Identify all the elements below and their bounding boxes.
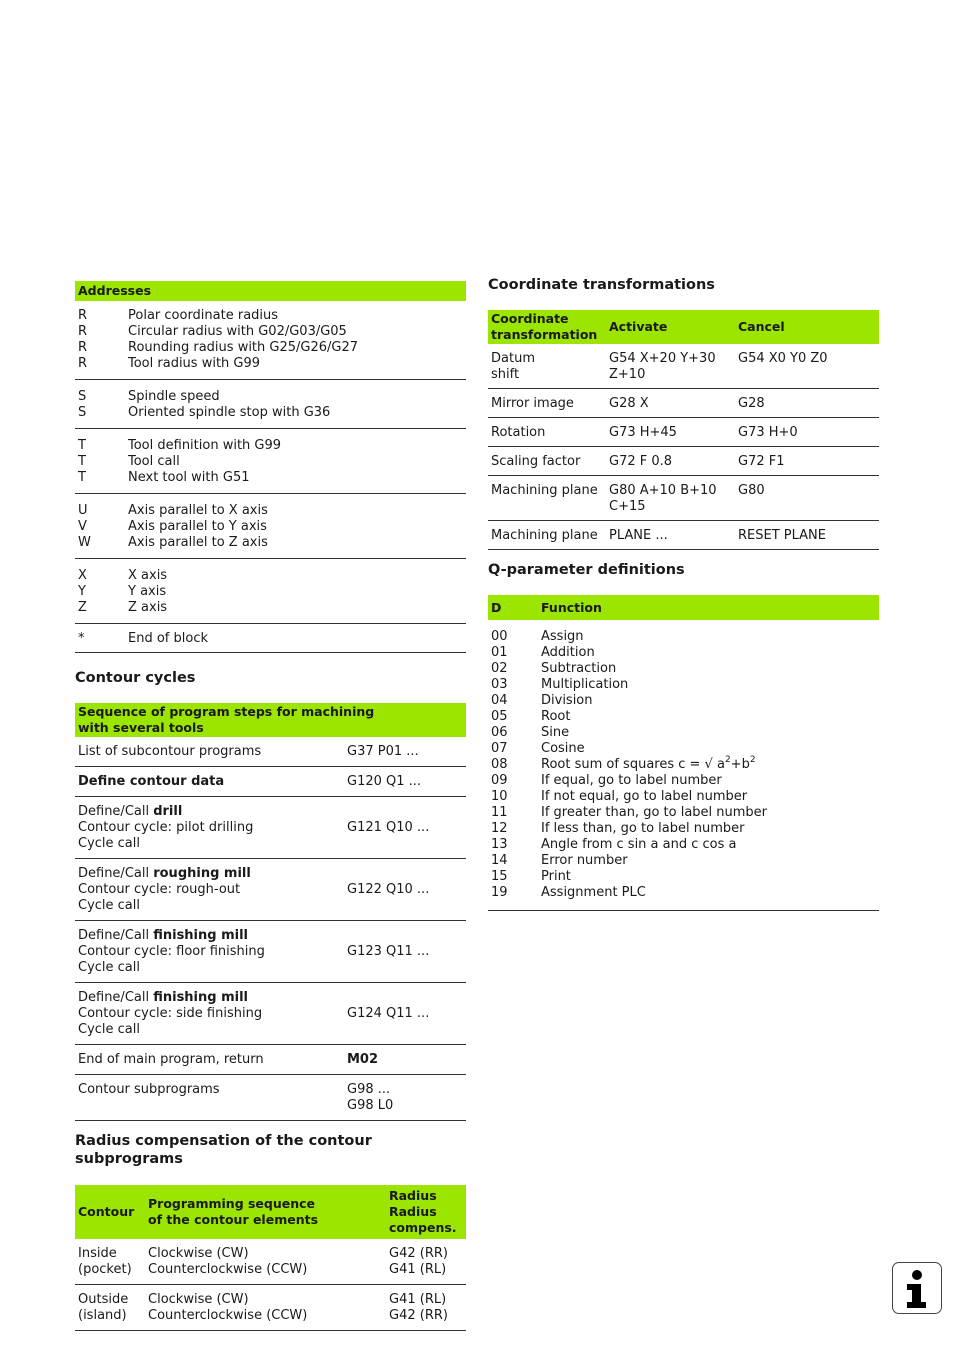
- q-function: If greater than, go to label number: [541, 805, 768, 820]
- q-code: 13: [491, 837, 508, 852]
- address-letter: Z: [78, 600, 87, 615]
- table-row: List of subcontour programs G37 P01 ...: [75, 737, 466, 767]
- address-letter: R: [78, 340, 88, 355]
- q-code: 09: [491, 773, 508, 788]
- addresses-table: [75, 281, 466, 653]
- q-code: 01: [491, 645, 508, 660]
- q-code: 07: [491, 741, 508, 756]
- address-description: Tool definition with G99: [128, 438, 282, 453]
- q-parameter-heading: Q-parameter definitions: [488, 562, 685, 578]
- address-description: Tool call: [128, 454, 180, 469]
- address-letter: *: [78, 631, 85, 646]
- q-function: Root sum of squares c = √ $a^2+b^2$: [541, 754, 756, 772]
- table-row: [75, 301, 466, 380]
- address-letter: W: [78, 535, 91, 550]
- q-code: 10: [491, 789, 508, 804]
- table-row: Rotation G73 H+45 G73 H+0: [488, 418, 879, 447]
- address-description: Rounding radius with G25/G26/G27: [128, 340, 359, 355]
- q-function: If equal, go to label number: [541, 773, 722, 788]
- address-letter: S: [78, 405, 87, 420]
- table-row: [488, 620, 879, 911]
- address-letter: R: [78, 308, 88, 323]
- table-row: Machining plane PLANE ... RESET PLANE: [488, 521, 879, 550]
- table-row: Define/Call finishing mill Contour cycle: floor finishing Cycle call G123 Q11 ...: [75, 921, 466, 983]
- coordinate-transformations-heading: Coordinate transformations: [488, 277, 715, 293]
- address-letter: V: [78, 519, 87, 534]
- q-function: Error number: [541, 853, 628, 868]
- address-letter: T: [78, 470, 86, 485]
- radius-comp-heading: Radius compensation of the contour subprograms: [75, 1133, 372, 1167]
- info-icon: [892, 1262, 942, 1314]
- q-code: 04: [491, 693, 508, 708]
- contour-cycles-heading: Contour cycles: [75, 670, 196, 686]
- address-description: End of block: [128, 631, 208, 646]
- coordinate-transformations-table: Coordinate transformation Activate Cancel Datum shift G54 X+20 Y+30 Z+10 G54 X0 Y0 Z0 Mirror image G28 X G28 Rotation G73 H+45 G73 H+0 Scaling factor G72 F 0.8 G72 F1 Machining plane G80 A+10 B+10 C+15 G80 Machining plane PLANE ... RESET PLANE: [488, 310, 879, 550]
- q-code: 06: [491, 725, 508, 740]
- table-row: Define/Call drill Contour cycle: pilot drilling Cycle call G121 Q10 ...: [75, 797, 466, 859]
- address-description: Axis parallel to Z axis: [128, 535, 268, 550]
- q-code: 12: [491, 821, 508, 836]
- q-function: Division: [541, 693, 593, 708]
- table-row: Datum shift G54 X+20 Y+30 Z+10 G54 X0 Y0 Z0: [488, 344, 879, 389]
- q-parameter-table: D Function 00 01 02 03 04 05 06 07 08 09 10 11 12 13 14 15 19 Assign Addition Subtraction Multiplication Division Root Sine Cosine Root sum of squares c = √ $a^2+b^2$ If equal, go to label number If not equal, go to label number If greater than, go to label number If less than, go to label number Angle from c sin a and c cos a Error number Print Assignment PLC: [488, 595, 879, 911]
- table-row: End of main program, return M02: [75, 1045, 466, 1075]
- table-row: Scaling factor G72 F 0.8 G72 F1: [488, 447, 879, 476]
- address-letter: T: [78, 454, 86, 469]
- q-code: 14: [491, 853, 508, 868]
- address-description: Z axis: [128, 600, 168, 615]
- q-function: Print: [541, 869, 571, 884]
- table-row: Mirror image G28 X G28: [488, 389, 879, 418]
- q-code: 02: [491, 661, 508, 676]
- address-letter: Y: [78, 584, 86, 599]
- address-description: X axis: [128, 568, 168, 583]
- table-row: Machining plane G80 A+10 B+10 C+15 G80: [488, 476, 879, 521]
- address-letter: S: [78, 389, 87, 404]
- contour-cycles-header: Sequence of program steps for machining with several tools: [75, 703, 466, 737]
- address-description: Spindle speed: [128, 389, 220, 404]
- address-letter: R: [78, 356, 88, 371]
- addresses-header: Addresses: [75, 281, 466, 301]
- q-code: 00: [491, 629, 508, 644]
- table-row: [75, 494, 466, 559]
- q-function: Addition: [541, 645, 595, 660]
- q-function: Assignment PLC: [541, 885, 646, 900]
- q-code: 05: [491, 709, 508, 724]
- address-letter: X: [78, 568, 87, 583]
- q-function: Angle from c sin a and c cos a: [541, 837, 737, 852]
- radius-comp-table: Contour Programming sequence of the contour elements Radius Radius compens. Inside (pocket) Clockwise (CW) Counterclockwise (CCW) G42 (RR) G41 (RL) Outside (island) Clockwise (CW) Counterclockwise (CCW) G41 (RL) G42 (RR): [75, 1185, 466, 1331]
- table-row: Define/Call roughing mill Contour cycle: rough-out Cycle call G122 Q10 ...: [75, 859, 466, 921]
- table-row: Contour subprograms G98 ... G98 L0: [75, 1075, 466, 1121]
- q-function: Multiplication: [541, 677, 629, 692]
- q-code: 11: [491, 805, 508, 820]
- q-function: Assign: [541, 629, 584, 644]
- address-description: Tool radius with G99: [128, 356, 261, 371]
- address-letter: T: [78, 438, 86, 453]
- q-code: 15: [491, 869, 508, 884]
- table-row: Define contour data G120 Q1 ...: [75, 767, 466, 797]
- table-row: [75, 429, 466, 494]
- address-description: Axis parallel to X axis: [128, 503, 268, 518]
- address-description: Next tool with G51: [128, 470, 250, 485]
- address-description: Circular radius with G02/G03/G05: [128, 324, 347, 339]
- address-description: Polar coordinate radius: [128, 308, 279, 323]
- table-row: Inside (pocket) Clockwise (CW) Counterclockwise (CCW) G42 (RR) G41 (RL): [75, 1239, 466, 1285]
- q-function: If less than, go to label number: [541, 821, 745, 836]
- address-description: Oriented spindle stop with G36: [128, 405, 331, 420]
- q-function: Root: [541, 709, 571, 724]
- q-function: Cosine: [541, 741, 585, 756]
- table-row: Outside (island) Clockwise (CW) Counterclockwise (CCW) G41 (RL) G42 (RR): [75, 1285, 466, 1331]
- address-description: Y axis: [128, 584, 167, 599]
- address-letter: R: [78, 324, 88, 339]
- address-letter: U: [78, 503, 88, 518]
- table-row: [75, 559, 466, 624]
- table-row: Define/Call finishing mill Contour cycle: side finishing Cycle call G124 Q11 ...: [75, 983, 466, 1045]
- q-code: 19: [491, 885, 508, 900]
- q-function: Subtraction: [541, 661, 617, 676]
- q-code: 03: [491, 677, 508, 692]
- q-function: Sine: [541, 725, 570, 740]
- left-column: [75, 281, 466, 1331]
- q-function: If not equal, go to label number: [541, 789, 748, 804]
- q-code: 08: [491, 757, 508, 772]
- right-column: [488, 275, 879, 911]
- table-row: [75, 624, 466, 653]
- contour-cycles-table: [75, 703, 466, 1121]
- address-description: Axis parallel to Y axis: [128, 519, 267, 534]
- table-row: [75, 380, 466, 429]
